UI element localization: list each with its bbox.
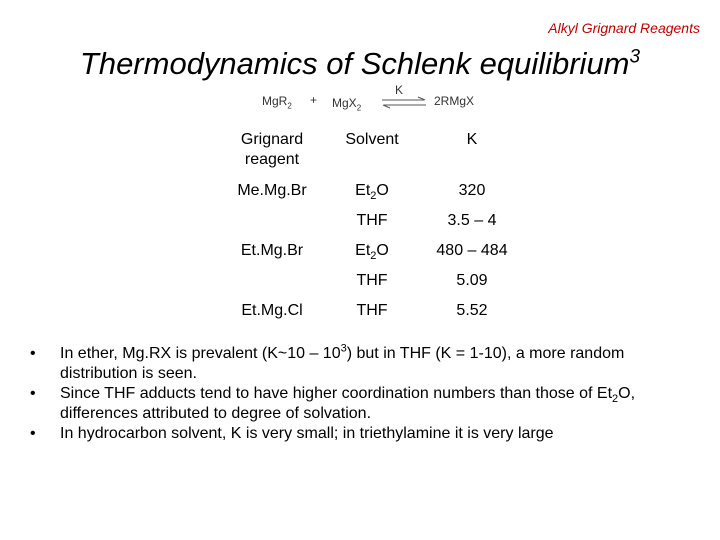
- table-row: [222, 242, 522, 272]
- cell-solvent: THF: [356, 272, 388, 289]
- cell-k: 5.09: [456, 272, 488, 289]
- cell-solvent: $Et_2O$: [355, 182, 389, 203]
- eq-reactant-2: MgX$_2$: [332, 96, 362, 113]
- table-row: [222, 302, 522, 332]
- title-citation: 3: [629, 46, 641, 68]
- eq-reactant-1: MgR$_2$: [262, 94, 292, 111]
- bullet-item: • In hydrocarbon solvent, K is very small; in triethylamine it is very large: [30, 424, 690, 444]
- schlenk-table: [222, 130, 522, 332]
- header-reagent: Grignard reagent: [240, 131, 304, 168]
- cell-solvent: THF: [356, 302, 388, 319]
- cell-k: 3.5 – 4: [447, 212, 497, 229]
- cell-reagent: Et.Mg.Cl: [241, 302, 303, 319]
- corner-label: Alkyl Grignard Reagents: [548, 20, 700, 36]
- cell-solvent: $Et_2O$: [355, 242, 389, 263]
- cell-k: 320: [458, 182, 486, 199]
- header-solvent: Solvent: [345, 131, 399, 148]
- bullet-list: [30, 344, 690, 444]
- cell-solvent: THF: [356, 212, 388, 229]
- eq-product: 2RMgX: [434, 94, 475, 108]
- cell-reagent: Me.Mg.Br: [237, 182, 307, 199]
- cell-reagent: [222, 212, 322, 242]
- header-k: K: [466, 131, 478, 148]
- table-row: [222, 212, 522, 242]
- table-header-row: [222, 130, 522, 182]
- cell-reagent: [222, 272, 322, 302]
- cell-k: 480 – 484: [436, 242, 508, 259]
- title-text: Thermodynamics of Schlenk equilibrium: [79, 46, 630, 81]
- bullet-item: • In ether, Mg.RX is prevalent (K~10 – $10^3$) but in THF (K = 1-10), a more random distribution is seen.: [30, 344, 690, 384]
- table-row: [222, 182, 522, 212]
- eq-plus: +: [310, 93, 318, 107]
- table-row: [222, 272, 522, 302]
- bullet-item: • Since THF adducts tend to have higher coordination numbers than those of $Et_2O$, differences attributed to degree of solvation.: [30, 384, 690, 424]
- equilibrium-arrows-icon: [380, 96, 428, 110]
- schlenk-equation: [262, 83, 502, 116]
- cell-reagent: Et.Mg.Br: [240, 242, 304, 259]
- slide-title: [0, 46, 720, 82]
- eq-k-label: K: [395, 83, 404, 97]
- cell-k: 5.52: [456, 302, 488, 319]
